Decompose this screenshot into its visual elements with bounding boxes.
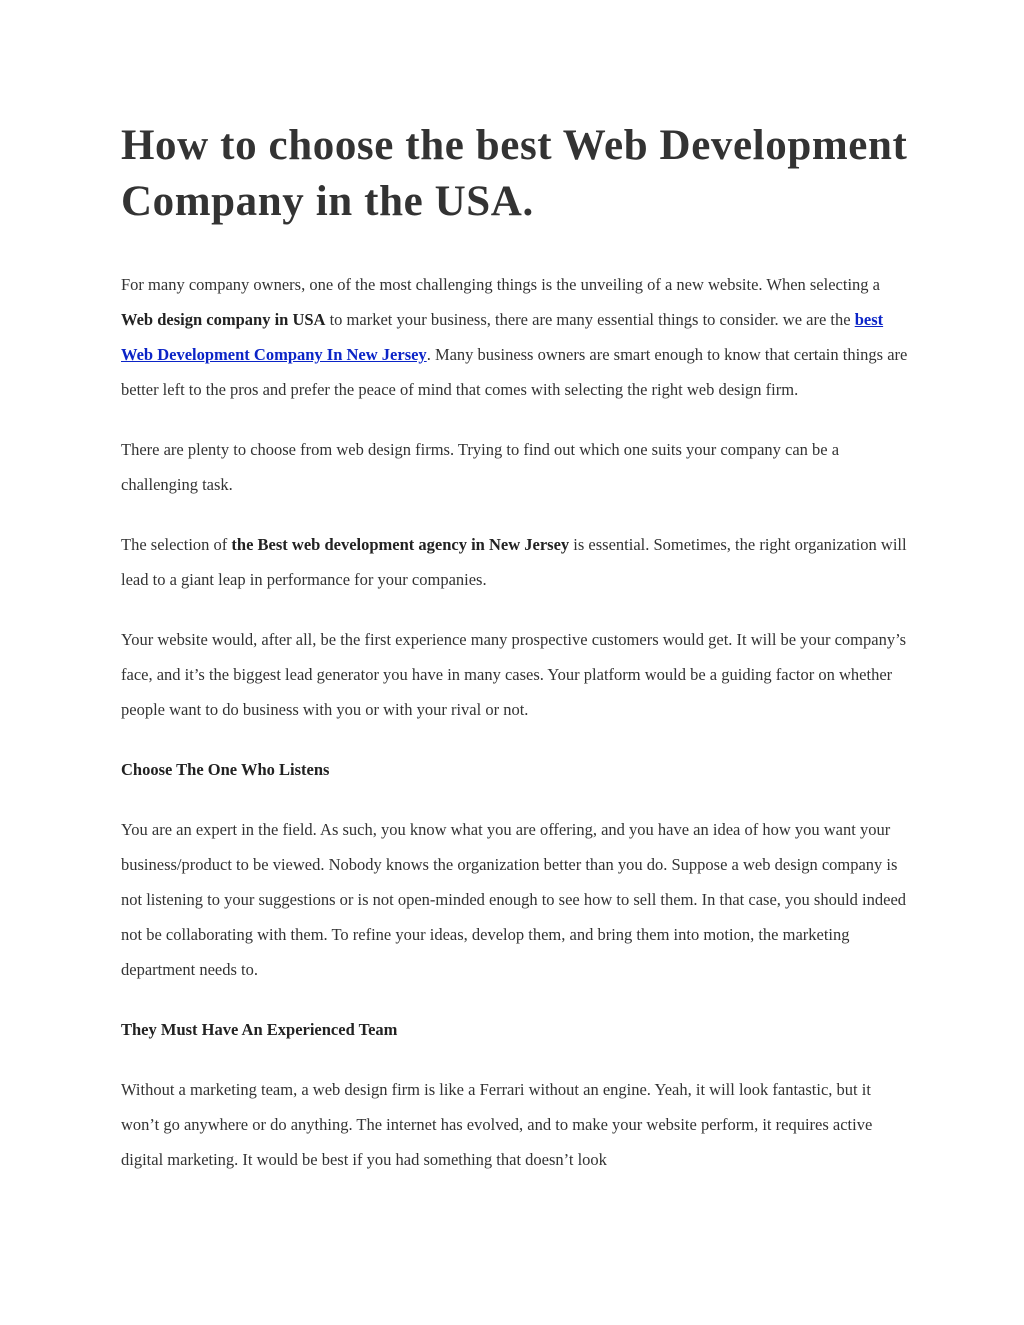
p3-text-2: is essential. Sometimes, the right organization will lead to a giant leap in performance for your companies.: [121, 535, 907, 589]
paragraph-3: [121, 527, 911, 597]
paragraph-2: There are plenty to choose from web design firms. Trying to find out which one suits your company can be a challenging task.: [121, 440, 840, 494]
document-page: [121, 118, 911, 1177]
company-link[interactable]: best Web Development Company In New Jersey: [121, 310, 884, 364]
intro-paragraph: [121, 267, 911, 407]
paragraph-6: Without a marketing team, a web design firm is like a Ferrari without an engine. Yeah, it will look fantastic, but it won’t go anywhere or do anything. The internet has evolved, and to make your website perform, it requires active digital marketing. It would be best if you had something that doesn’t look: [121, 1080, 873, 1169]
paragraph-5: You are an expert in the field. As such, you know what you are offering, and you have an idea of how you want your business/product to be viewed. Nobody knows the organization better than you do. Suppose a web design company is not listening to your suggestions or is not open-minded enough to see how to sell them. In that case, you should indeed not be collaborating with them. To refine your ideas, develop them, and bring them into motion, the marketing department needs to.: [121, 820, 907, 979]
intro-text-1: For many company owners, one of the most challenging things is the unveiling of a new website. When selecting a: [121, 275, 880, 294]
p3-bold-phrase: the Best web development agency in New Jersey: [231, 535, 570, 554]
section-heading-team: They Must Have An Experienced Team: [121, 1020, 398, 1039]
intro-bold-phrase: Web design company in USA: [121, 310, 326, 329]
article-body: [121, 267, 911, 1177]
paragraph-4: Your website would, after all, be the first experience many prospective customers would get. It will be your company’s face, and it’s the biggest lead generator you have in many cases. Your platform would be a guiding factor on whether people want to do business with you or with your rival or not.: [121, 630, 907, 719]
intro-text-3: . Many business owners are smart enough to know that certain things are better left to the pros and prefer the peace of mind that comes with selecting the right web design firm.: [121, 345, 908, 399]
page-title: How to choose the best Web Development Company in the USA.: [121, 122, 908, 225]
section-heading-listens: Choose The One Who Listens: [121, 760, 330, 779]
p3-text-1: The selection of: [121, 535, 232, 554]
intro-text-2: to market your business, there are many essential things to consider. we are the: [325, 310, 855, 329]
